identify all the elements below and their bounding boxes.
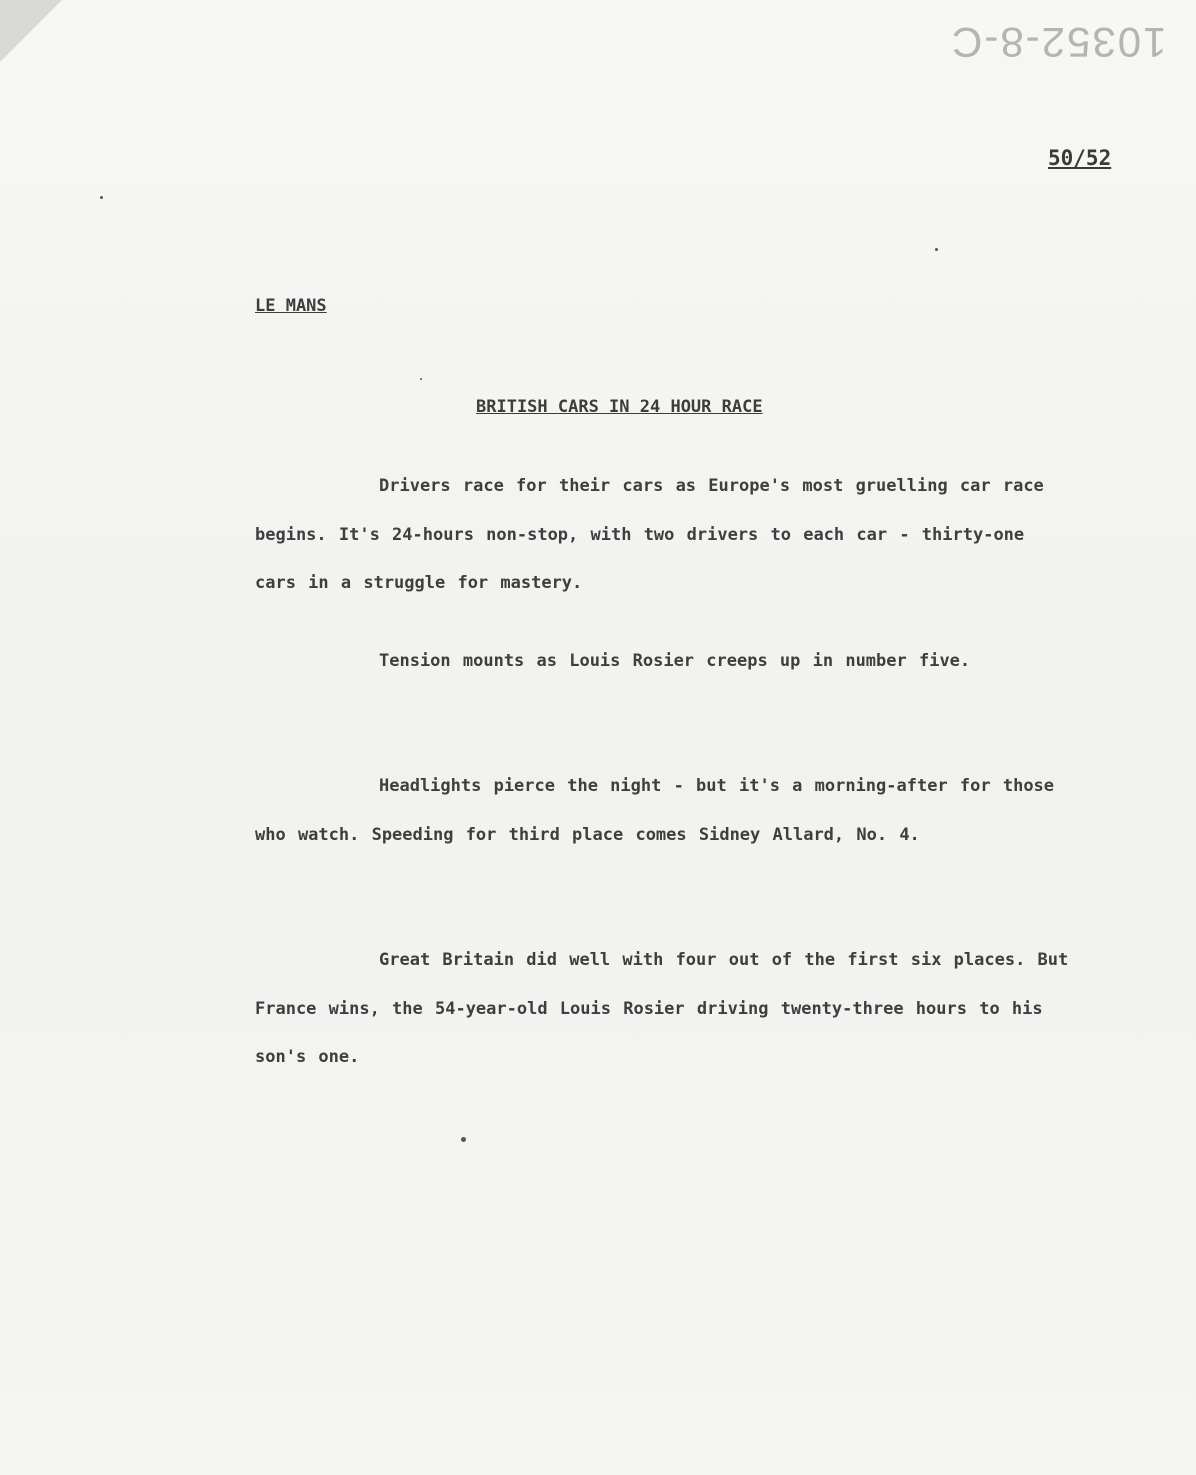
paragraph-2: Tension mounts as Louis Rosier creeps up in number five. — [379, 651, 971, 671]
paragraph-3: Headlights pierce the night - but it's a morning-after for those who watch. Speeding for third place comes Sidney Allard, No. 4. — [255, 776, 1055, 845]
story-title: BRITISH CARS IN 24 HOUR RACE — [476, 397, 763, 417]
folded-corner — [0, 0, 62, 62]
paper-speck — [461, 1137, 466, 1142]
paragraph-4: Great Britain did well with four out of the first six places. But France wins, the 54-year-old Louis Rosier driving twenty-three hours to his son's one. — [255, 950, 1069, 1067]
archive-stamp: 10352-8-C — [950, 19, 1167, 66]
story-heading: LE MANS — [255, 296, 327, 316]
paper-speck — [420, 378, 422, 380]
paper-speck — [100, 196, 103, 199]
page-number: 50/52 — [1048, 146, 1112, 170]
paper-speck — [935, 248, 938, 251]
paragraph-1: Drivers race for their cars as Europe's most gruelling car race begins. It's 24-hours non-stop, with two drivers to each car - thirty-one cars in a struggle for mastery. — [255, 476, 1044, 593]
